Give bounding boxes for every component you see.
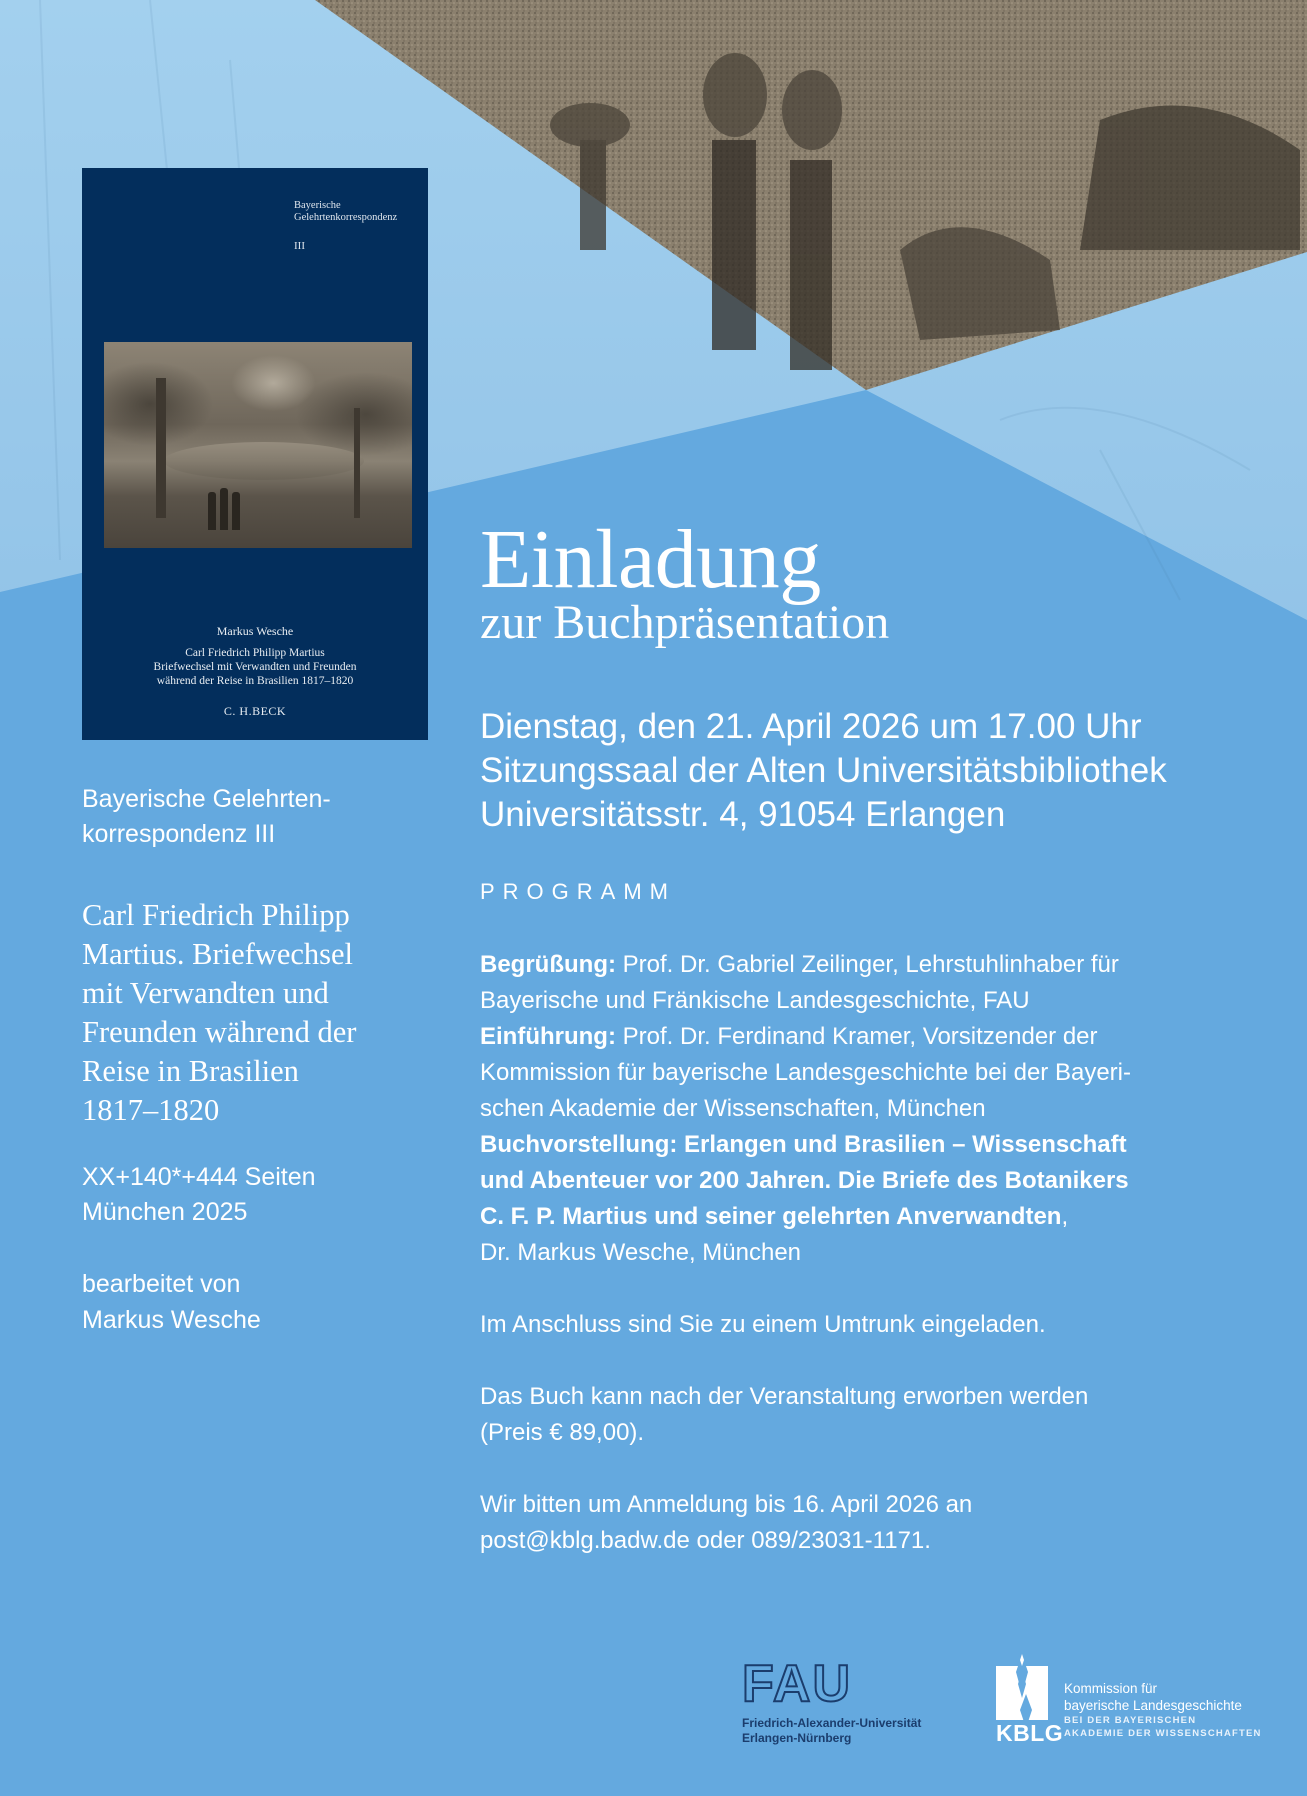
program-item-presentation <box>480 1127 1280 1271</box>
tree-trunk <box>354 408 360 518</box>
title-line: Reise in Brasilien <box>82 1054 299 1088</box>
book-meta <box>82 1160 422 1230</box>
title-line: Carl Friedrich Philipp <box>82 898 350 932</box>
program-item-label: Buchvorstellung: Erlangen und Brasilien – Wissenschaft <box>480 1131 1127 1158</box>
book-info <box>82 782 422 1338</box>
book-title <box>82 896 422 1130</box>
cover-title-line: Carl Friedrich Philipp Martius <box>185 647 325 659</box>
program-item-label: Einführung: <box>480 1023 616 1050</box>
cover-title <box>82 646 428 688</box>
program-item-label: Begrüßung: <box>480 951 616 978</box>
kblg-logo <box>996 1654 1296 1746</box>
kblg-subtitle <box>1064 1680 1262 1740</box>
fau-logo <box>742 1655 982 1748</box>
cover-title-line: während der Reise in Brasilien 1817–1820 <box>156 675 354 687</box>
program-item-introduction <box>480 1019 1280 1127</box>
registration-contact[interactable]: post@kblg.badw.de oder 089/23031-1171. <box>480 1527 931 1554</box>
program-item-text: schen Akademie der Wissenschaften, München <box>480 1095 986 1122</box>
cover-author: Markus Wesche <box>216 624 294 638</box>
title-line: mit Verwandten und <box>82 976 329 1010</box>
event-venue: Sitzungssaal der Alten Universitätsbibliothek <box>480 751 1167 790</box>
kblg-line: bayerische Landesgeschichte <box>1064 1698 1242 1713</box>
title-line: Freunden während der <box>82 1015 357 1049</box>
event-info <box>480 705 1280 837</box>
registration-note <box>480 1487 1280 1559</box>
series-name <box>82 782 422 852</box>
program-item-text: Kommission für bayerische Landesgeschichte bei der Bayeri- <box>480 1059 1131 1086</box>
registration-line: Wir bitten um Anmeldung bis 16. April 2026 an <box>480 1491 973 1518</box>
kblg-line: AKADEMIE DER WISSENSCHAFTEN <box>1064 1728 1262 1739</box>
program-item-text: Prof. Dr. Gabriel Zeilinger, Lehrstuhlinhaber für <box>615 951 1119 978</box>
cover-volume: III <box>294 240 305 252</box>
punctuation: , <box>1061 1203 1069 1230</box>
purchase-line: Das Buch kann nach der Veranstaltung erworben werden <box>480 1383 1089 1410</box>
tree-trunk <box>156 378 166 518</box>
program-item-welcome <box>480 947 1280 1019</box>
program-item-text: Prof. Dr. Ferdinand Kramer, Vorsitzender der <box>615 1023 1098 1050</box>
pond-shape <box>164 442 364 480</box>
series-line: korrespondenz III <box>82 820 276 848</box>
cover-engraving-image <box>104 342 412 548</box>
purchase-price: (Preis € 89,00). <box>480 1419 645 1446</box>
kblg-line: Kommission für <box>1064 1681 1158 1696</box>
fau-line: Erlangen-Nürnberg <box>742 1731 852 1745</box>
editor-label: bearbeitet von <box>82 1270 241 1298</box>
cover-title-line: Briefwechsel mit Verwandten und Freunden <box>153 661 357 673</box>
subheadline: zur Buchpräsentation <box>480 596 890 649</box>
kblg-wordmark: KBLG <box>996 1720 1064 1746</box>
fau-wordmark: FAU <box>742 1655 852 1713</box>
program-item-label: und Abenteuer vor 200 Jahren. Die Briefe des Botanikers <box>480 1167 1129 1194</box>
invitation <box>480 515 1280 1559</box>
fau-subtitle <box>742 1716 982 1746</box>
program-item-text: Bayerische und Fränkische Landesgeschichte, FAU <box>480 987 1030 1014</box>
event-address: Universitätsstr. 4, 91054 Erlangen <box>480 795 1006 834</box>
cover-publisher: C. H.BECK <box>223 704 287 718</box>
figure <box>232 492 240 530</box>
figure <box>220 488 228 530</box>
fau-line: Friedrich-Alexander-Universität <box>742 1716 922 1730</box>
program-label: PROGRAMM <box>480 879 676 904</box>
kblg-line: BEI DER BAYERISCHEN <box>1064 1715 1197 1726</box>
headline: Einladung <box>480 513 821 606</box>
editor-name: Markus Wesche <box>82 1306 261 1334</box>
kblg-mark <box>996 1654 1064 1746</box>
title-line: 1817–1820 <box>82 1093 220 1127</box>
place-year: München 2025 <box>82 1198 248 1226</box>
series-line: Bayerische Gelehrten- <box>82 785 331 813</box>
program-list <box>480 947 1280 1271</box>
page-count: XX+140*+444 Seiten <box>82 1163 316 1191</box>
book-cover <box>82 168 428 740</box>
reception-note: Im Anschluss sind Sie zu einem Umtrunk eingeladen. <box>480 1311 1046 1338</box>
purchase-note <box>480 1379 1280 1451</box>
event-date: Dienstag, den 21. April 2026 um 17.00 Uhr <box>480 707 1142 746</box>
program-item-speaker: Dr. Markus Wesche, München <box>480 1239 802 1266</box>
figure <box>208 492 216 530</box>
title-line: Martius. Briefwechsel <box>82 937 354 971</box>
book-editor <box>82 1266 422 1338</box>
program-item-label: C. F. P. Martius und seiner gelehrten Anverwandten <box>480 1203 1062 1230</box>
cover-series: Bayerische Gelehrtenkorrespondenz <box>294 200 398 223</box>
